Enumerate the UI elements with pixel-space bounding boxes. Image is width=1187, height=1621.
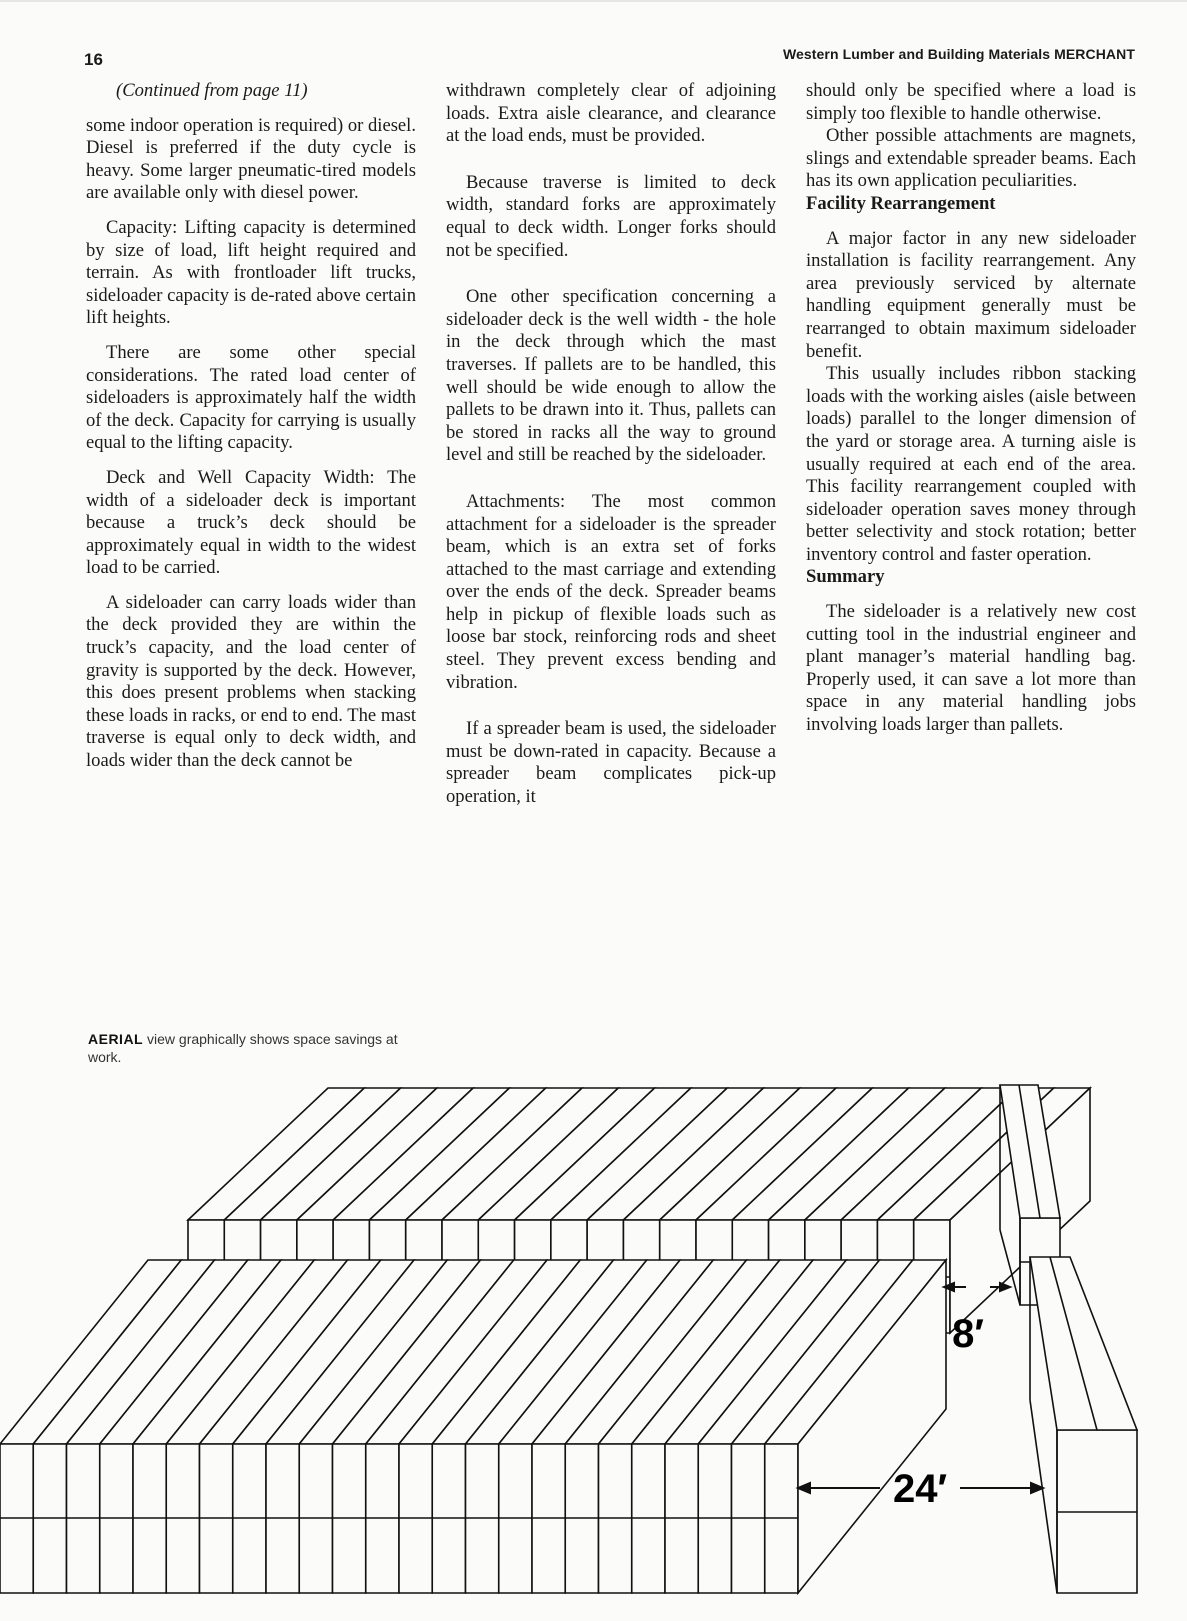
- top-rule: [0, 0, 1187, 2]
- paragraph: This usually includes ribbon stacking loads with the working aisles (aisle between loads) parallel to the longer dimension of the yard or storage area. A turning aisle is usually required at each end of the area. This facility rearrangement coupled with sideloader operation saves money through better selectivity and stock rotation; better inventory control and faster operation.: [806, 363, 1136, 565]
- paragraph: Because traverse is limited to deck width, standard forks are approximately equal to deck width. Longer forks should not be specified.: [446, 171, 776, 261]
- page-number: 16: [84, 50, 103, 69]
- caption-lead: AERIAL: [88, 1031, 144, 1047]
- paragraph: Attachments: The most common attachment for a sideloader is the spreader beam, which is an extra set of forks attached to the mast carriage and extending over the ends of the deck. Spreader beams help in pickup of flexible loads such as loose bar stock, reinforcing rods and sheet steel. They prevent excess bending and vibration.: [446, 490, 776, 693]
- paragraph: Capacity: Lifting capacity is determined by size of load, lift height required and terrain. As with frontloader lift trucks, sideloader capacity is de-rated above certain lift heights.: [86, 216, 416, 329]
- paragraph: withdrawn completely clear of adjoining loads. Extra aisle clearance, and clearance at the load ends, must be provided.: [446, 80, 776, 147]
- right-lower-stack-edge: [1030, 1400, 1057, 1593]
- paragraph: Deck and Well Capacity Width: The width of a sideloader deck is important because a truck’s deck should be approximately equal in width to the widest load to be carried.: [86, 466, 416, 579]
- section-heading: Facility Rearrangement: [806, 192, 996, 214]
- paragraph: If a spreader beam is used, the sideloader must be down-rated in capacity. Because a spreader beam complicates pick-up operation, it: [446, 718, 776, 808]
- paragraph: A sideloader can carry loads wider than the deck provided they are within the truck’s capacity, and the load center of gravity is supported by the deck. However, this does present problems when stacking these loads in racks, or end to end. The mast traverse is equal only to deck width, and loads wider than the deck cannot be: [86, 591, 416, 772]
- paragraph: should only be specified where a load is simply too flexible to handle otherwise.: [806, 80, 1136, 124]
- paragraph: The sideloader is a relatively new cost cutting tool in the industrial engineer and plant manager’s material handling bag. Properly used, it can save a lot more than space in any material handling jobs involving loads larger than pallets.: [806, 601, 1136, 736]
- column-3: [806, 80, 1136, 749]
- column-1: [86, 80, 416, 785]
- running-head: Western Lumber and Building Materials MERCHANT: [782, 46, 1135, 62]
- column-2: [446, 80, 776, 821]
- aerial-stacks-illustration: [0, 1075, 1187, 1621]
- section-heading: Summary: [806, 566, 885, 588]
- right-lower-stack-top: [1030, 1257, 1137, 1430]
- paragraph: Other possible attachments are magnets, slings and extendable spreader beams. Each has its own application peculiarities.: [806, 125, 1136, 192]
- paragraph: some indoor operation is required) or diesel. Diesel is preferred if the duty cycle is heavy. Some larger pneumatic-tired models are available only with diesel power.: [86, 114, 416, 204]
- paragraph: A major factor in any new sideloader installation is facility rearrangement. Any area previously serviced by alternate handling equipment generally must be rearranged to obtain maximum sideloader benefit.: [806, 227, 1136, 362]
- continued-note: (Continued from page 11): [116, 80, 308, 101]
- paragraph: There are some other special considerations. The rated load center of sideloaders is approximately half the width of the deck. Capacity for carrying is usually equal to the lifting capacity.: [86, 341, 416, 454]
- dimension-label-8ft: 8′: [952, 1312, 984, 1356]
- figure-caption: [88, 1030, 408, 1066]
- caption-text: view graphically shows space savings at work.: [88, 1031, 398, 1065]
- paragraph: One other specification concerning a sideloader deck is the well width - the hole in the deck through which the mast traverses. If pallets are to be handled, this well should be wide enough to allow the pallets to be drawn into it. Thus, pallets can be stored in racks all the way to ground level and still be reached by the sideloader.: [446, 286, 776, 466]
- dimension-label-24ft: 24′: [892, 1467, 948, 1511]
